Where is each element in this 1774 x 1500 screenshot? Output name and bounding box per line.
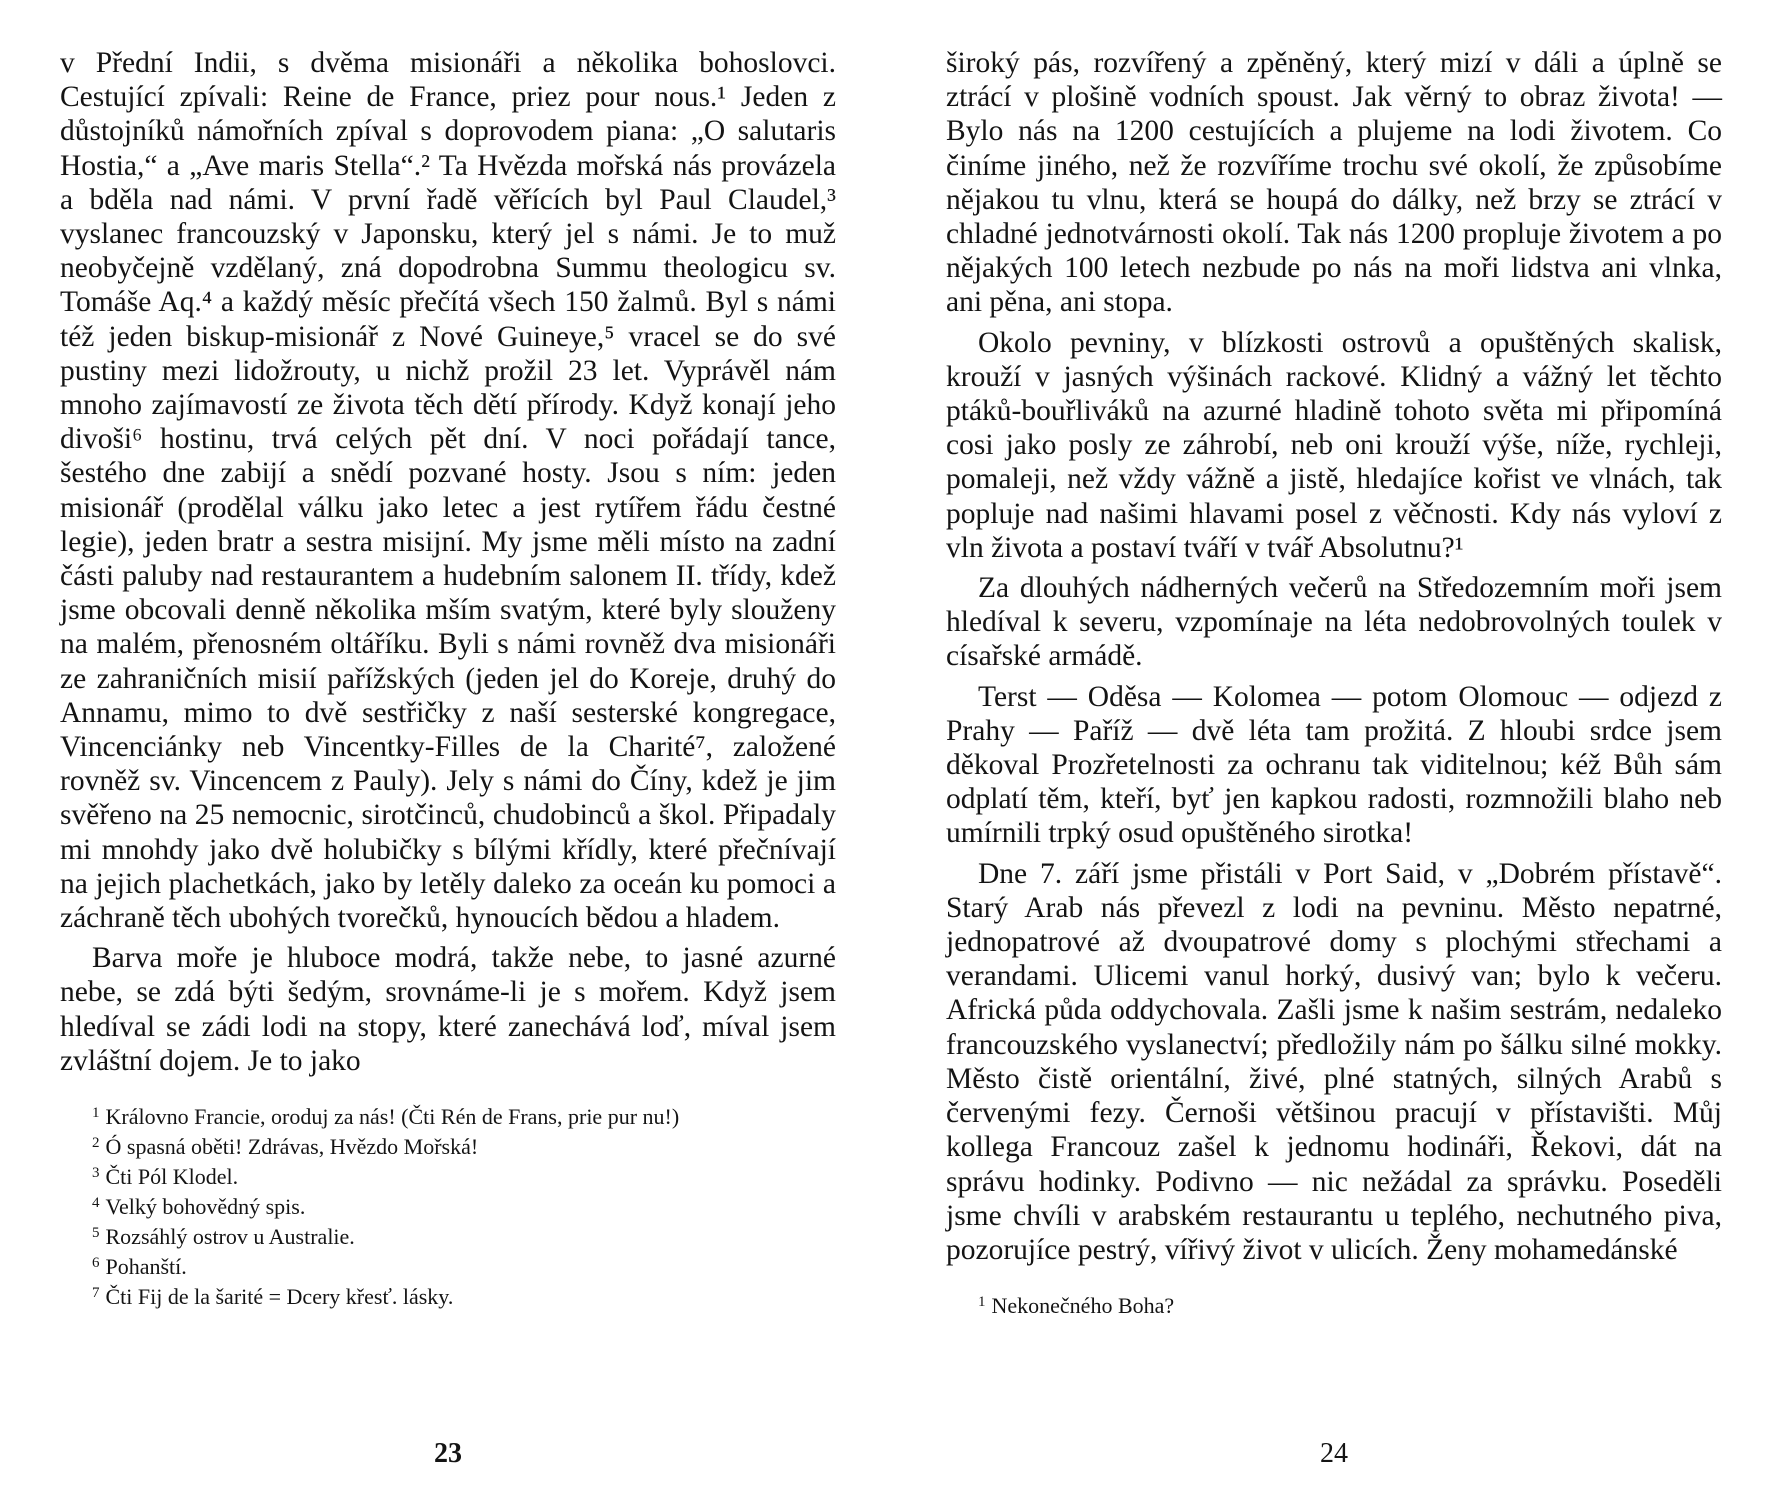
footnote-1 bbox=[60, 1100, 836, 1130]
left-paragraph-1: v Přední Indii, s dvěma misionáři a několika bohoslovci. Cestující zpívali: Reine de France, priez pour nous.¹ Jeden z důstojníků námořních zpíval s doprovodem piana: „O salutaris Hostia,“ a „Ave maris Stella“.² Ta Hvězda mořská nás provázela a bděla nad námi. V první řadě věřících byl Paul Claudel,³ vyslanec francouzský v Japonsku, který jel s námi. Je to muž neobyčejně vzdělaný, zná dopodrobna Summu theologicu sv. Tomáše Aq.⁴ a každý měsíc přečítá všech 150 žalmů. Byl s námi též jeden biskup-misionář z Nové Guineye,⁵ vracel se do své pustiny mezi lidožrouty, u nichž prožil 23 let. Vyprávěl nám mnoho zajímavostí ze života těch dětí přírody. Když konají jeho divoši⁶ hostinu, trvá celých pět dní. V noci pořádají tance, šestého dne zabijí a snědí pozvané hosty. Jsou s ním: jeden misionář (prodělal válku jako letec a jest rytířem řádu čestné legie), jeden bratr a sestra misijní. My jsme měli místo na zadní části paluby nad restaurantem a hudebním salonem II. třídy, kdež jsme obcovali denně několika mším svatým, které byly slouženy na malém, přenosném oltáříku. Byli s námi rovněž dva misionáři ze zahraničních misií pařížských (jeden jel do Koreje, druhý do Annamu, mimo to dvě sestřičky z naší sesterské kongregace, Vincenciánky neb Vincentky-Filles de la Charité⁷, založené rovněž sv. Vincencem z Pauly). Jely s námi do Číny, kdež je jim svěřeno na 25 nemocnic, sirotčinců, chudobinců a škol. Připadaly mi mnohdy jako dvě holubičky s bílými křídly, které přečnívají na jejich plachetkách, jako by letěly daleko za oceán ku pomoci a záchraně těch ubohých tvorečků, hynoucích bědou a hladem. bbox=[60, 47, 836, 935]
footnote-text: Královno Francie, oroduj za nás! (Čti Rén de Frans, prie pur nu!) bbox=[105, 1104, 680, 1130]
footnote-number: 6 bbox=[92, 1255, 100, 1272]
footnote-text: Pohanští. bbox=[105, 1254, 187, 1280]
right-paragraph-1: široký pás, rozvířený a zpěněný, který mizí v dáli a úplně se ztrácí v plošině vodních spoust. Jak věrný to obraz života! — Bylo nás na 1200 cestujících a plujeme na lodi životem. Co činíme jiného, než že rozvíříme trochu své okolí, že způsobíme nějakou tu vlnu, která se houpá do dálky, než brzy se ztrácí v chladné jednotvárnosti okolí. Tak nás 1200 propluje životem a po nějakých 100 letech nezbude po nás na moři lidstva ani vlnka, ani pěna, ani stopa. bbox=[946, 47, 1722, 319]
footnote-7 bbox=[60, 1280, 836, 1310]
footnote-text: Čti Fij de la šarité = Dcery křesť. lásky. bbox=[105, 1284, 454, 1310]
left-paragraph-2: Barva moře je hluboce modrá, takže nebe, to jasné azurné nebe, se zdá býti šedým, srovnáme-li je s mořem. Když jsem hledíval se zádi lodi na stopy, které zanechává loď, míval jsem zvláštní dojem. Je to jako bbox=[60, 942, 836, 1077]
left-footnotes bbox=[60, 1100, 836, 1310]
footnote-number: 4 bbox=[92, 1195, 100, 1212]
footnote-4 bbox=[60, 1190, 836, 1220]
footnote-text: Ó spasná oběti! Zdrávas, Hvězdo Mořská! bbox=[105, 1134, 479, 1160]
right-paragraph-2: Okolo pevniny, v blízkosti ostrovů a opuštěných skalisk, krouží v jasných výšinách rackové. Klidný a vážný let těchto ptáků-bouřliváků na azurné hladině tohoto světa mi připomíná cosi jako posly ze záhrobí, neb oni krouží výše, níže, rychleji, pomaleji, než vždy vážně a jistě, hledajíce kořist ve vlnách, tak popluje nad našimi hlavami posel z věčnosti. Kdy nás vyloví z vln života a postaví tváří v tvář Absolutnu?¹ bbox=[946, 326, 1722, 564]
left-page-body bbox=[60, 46, 836, 1078]
right-paragraph-3: Za dlouhých nádherných večerů na Středozemním moři jsem hledíval k severu, vzpomínaje na léta nedobrovolných toulek v císařské armádě. bbox=[946, 572, 1722, 673]
footnote-number: 7 bbox=[92, 1285, 100, 1302]
footnote-2 bbox=[60, 1130, 836, 1160]
footnote-number: 1 bbox=[978, 1294, 986, 1311]
footnote-number: 2 bbox=[92, 1135, 100, 1152]
footnote-text: Čti Pól Klodel. bbox=[105, 1164, 239, 1190]
footnote-number: 1 bbox=[92, 1105, 100, 1122]
right-paragraph-5: Dne 7. září jsme přistáli v Port Said, v „Dobrém přístavě“. Starý Arab nás převezl z lodi na pevninu. Město nepatrné, jednopatrové až dvoupatrové domy s plochými střechami a verandami. Ulicemi vanul horký, dusivý van; bylo k večeru. Africká půda oddychovala. Zašli jsme k našim sestrám, nedaleko francouzského vyslanectví; předložily nám po šálku silné mokky. Město čistě orientální, živé, plné statných, silných Arabů s červenými fezy. Černoši většinou pracují v přístavišti. Můj kollega Francouz zašel k jednomu hodináři, Řekovi, dát na správu hodinky. Podivno — nic nežádal za správku. Poseděli jsme chvíli v arabském restaurantu u teplého, nechutného piva, pozorujíce pestrý, vířivý život v ulicích. Ženy mohamedánské bbox=[946, 857, 1722, 1266]
footnote-text: Velký bohovědný spis. bbox=[105, 1194, 306, 1220]
page-number-left: 23 bbox=[434, 1438, 462, 1469]
footnote-3 bbox=[60, 1160, 836, 1190]
right-page-body bbox=[946, 46, 1722, 1267]
footnote-number: 5 bbox=[92, 1225, 100, 1242]
left-page bbox=[60, 46, 836, 1310]
footnote-text: Nekonečného Boha? bbox=[991, 1293, 1175, 1319]
footnote-5 bbox=[60, 1220, 836, 1250]
page-number-right: 24 bbox=[1320, 1438, 1348, 1469]
footnote-right-1 bbox=[946, 1289, 1722, 1319]
right-paragraph-4: Terst — Oděsa — Kolomea — potom Olomouc — odjezd z Prahy — Paříž — dvě léta tam prožitá. Z hloubi srdce jsem děkoval Prozřetelnosti za ochranu tak viditelnou; kéž Bůh sám odplatí těm, kteří, byť jen kapkou radosti, rozmnožili blaho neb umírnili trpký osud opuštěného sirotka! bbox=[946, 680, 1722, 850]
footnote-number: 3 bbox=[92, 1165, 100, 1182]
footnote-text: Rozsáhlý ostrov u Australie. bbox=[105, 1224, 355, 1250]
footnote-6 bbox=[60, 1250, 836, 1280]
right-page bbox=[946, 46, 1722, 1319]
right-footnotes bbox=[946, 1289, 1722, 1319]
